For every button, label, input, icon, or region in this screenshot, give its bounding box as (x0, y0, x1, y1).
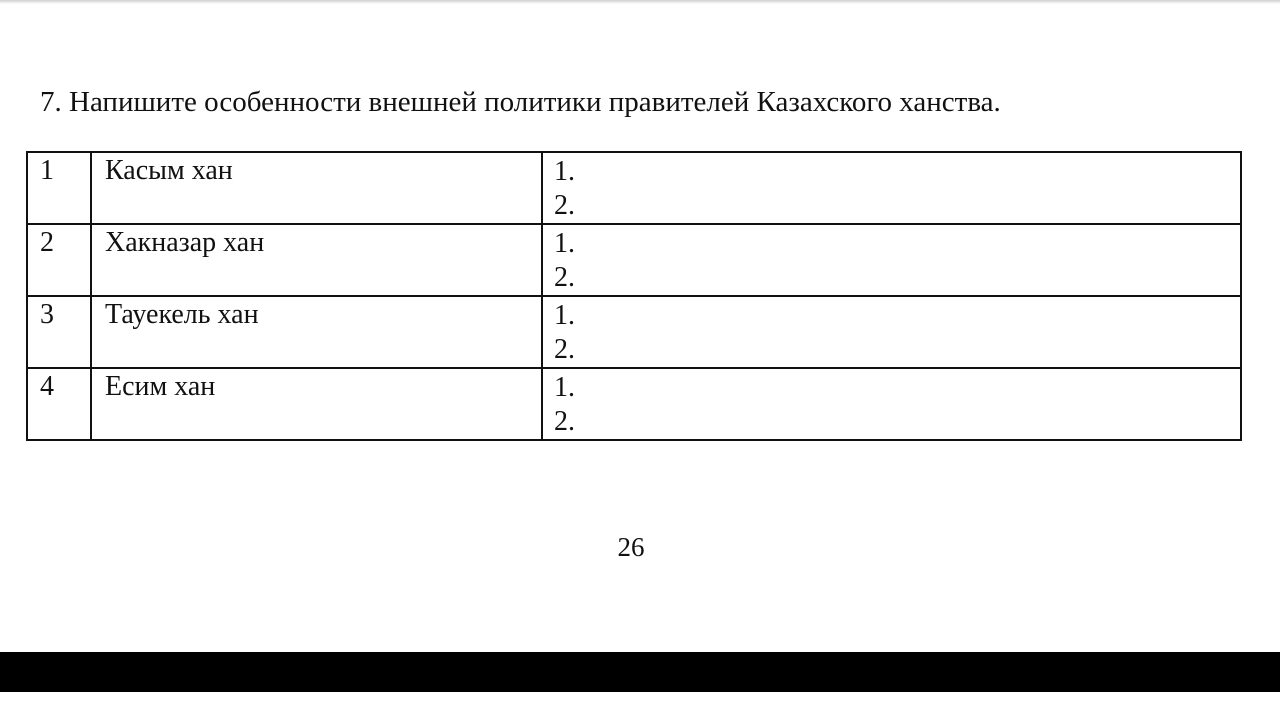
table-row (27, 224, 1241, 296)
answer-line-1: 1. (554, 300, 575, 331)
answer-line-2: 2. (554, 406, 575, 437)
bottom-black-bar (0, 652, 1280, 692)
question-text: 7. Напишите особенности внешней политики правителей Казахского ханства. (40, 86, 1001, 118)
answer-line-1: 1. (554, 372, 575, 403)
answer-line-2: 2. (554, 190, 575, 221)
table-row (27, 152, 1241, 224)
rulers-table (26, 151, 1242, 441)
ruler-name: Есим хан (91, 368, 542, 440)
answer-line-2: 2. (554, 262, 575, 293)
ruler-name: Тауекель хан (91, 296, 542, 368)
row-number: 1 (27, 152, 91, 224)
answer-cell[interactable] (542, 224, 1241, 296)
bottom-white-strip (0, 692, 1280, 720)
table-row (27, 368, 1241, 440)
ruler-name: Хакназар хан (91, 224, 542, 296)
answer-line-2: 2. (554, 334, 575, 365)
ruler-name: Касым хан (91, 152, 542, 224)
answer-cell[interactable] (542, 296, 1241, 368)
answer-cell[interactable] (542, 152, 1241, 224)
table-row (27, 296, 1241, 368)
answer-line-1: 1. (554, 156, 575, 187)
row-number: 2 (27, 224, 91, 296)
row-number: 3 (27, 296, 91, 368)
answer-line-1: 1. (554, 228, 575, 259)
page-number: 26 (617, 532, 645, 562)
page-top-edge (0, 0, 1280, 4)
row-number: 4 (27, 368, 91, 440)
answer-cell[interactable] (542, 368, 1241, 440)
